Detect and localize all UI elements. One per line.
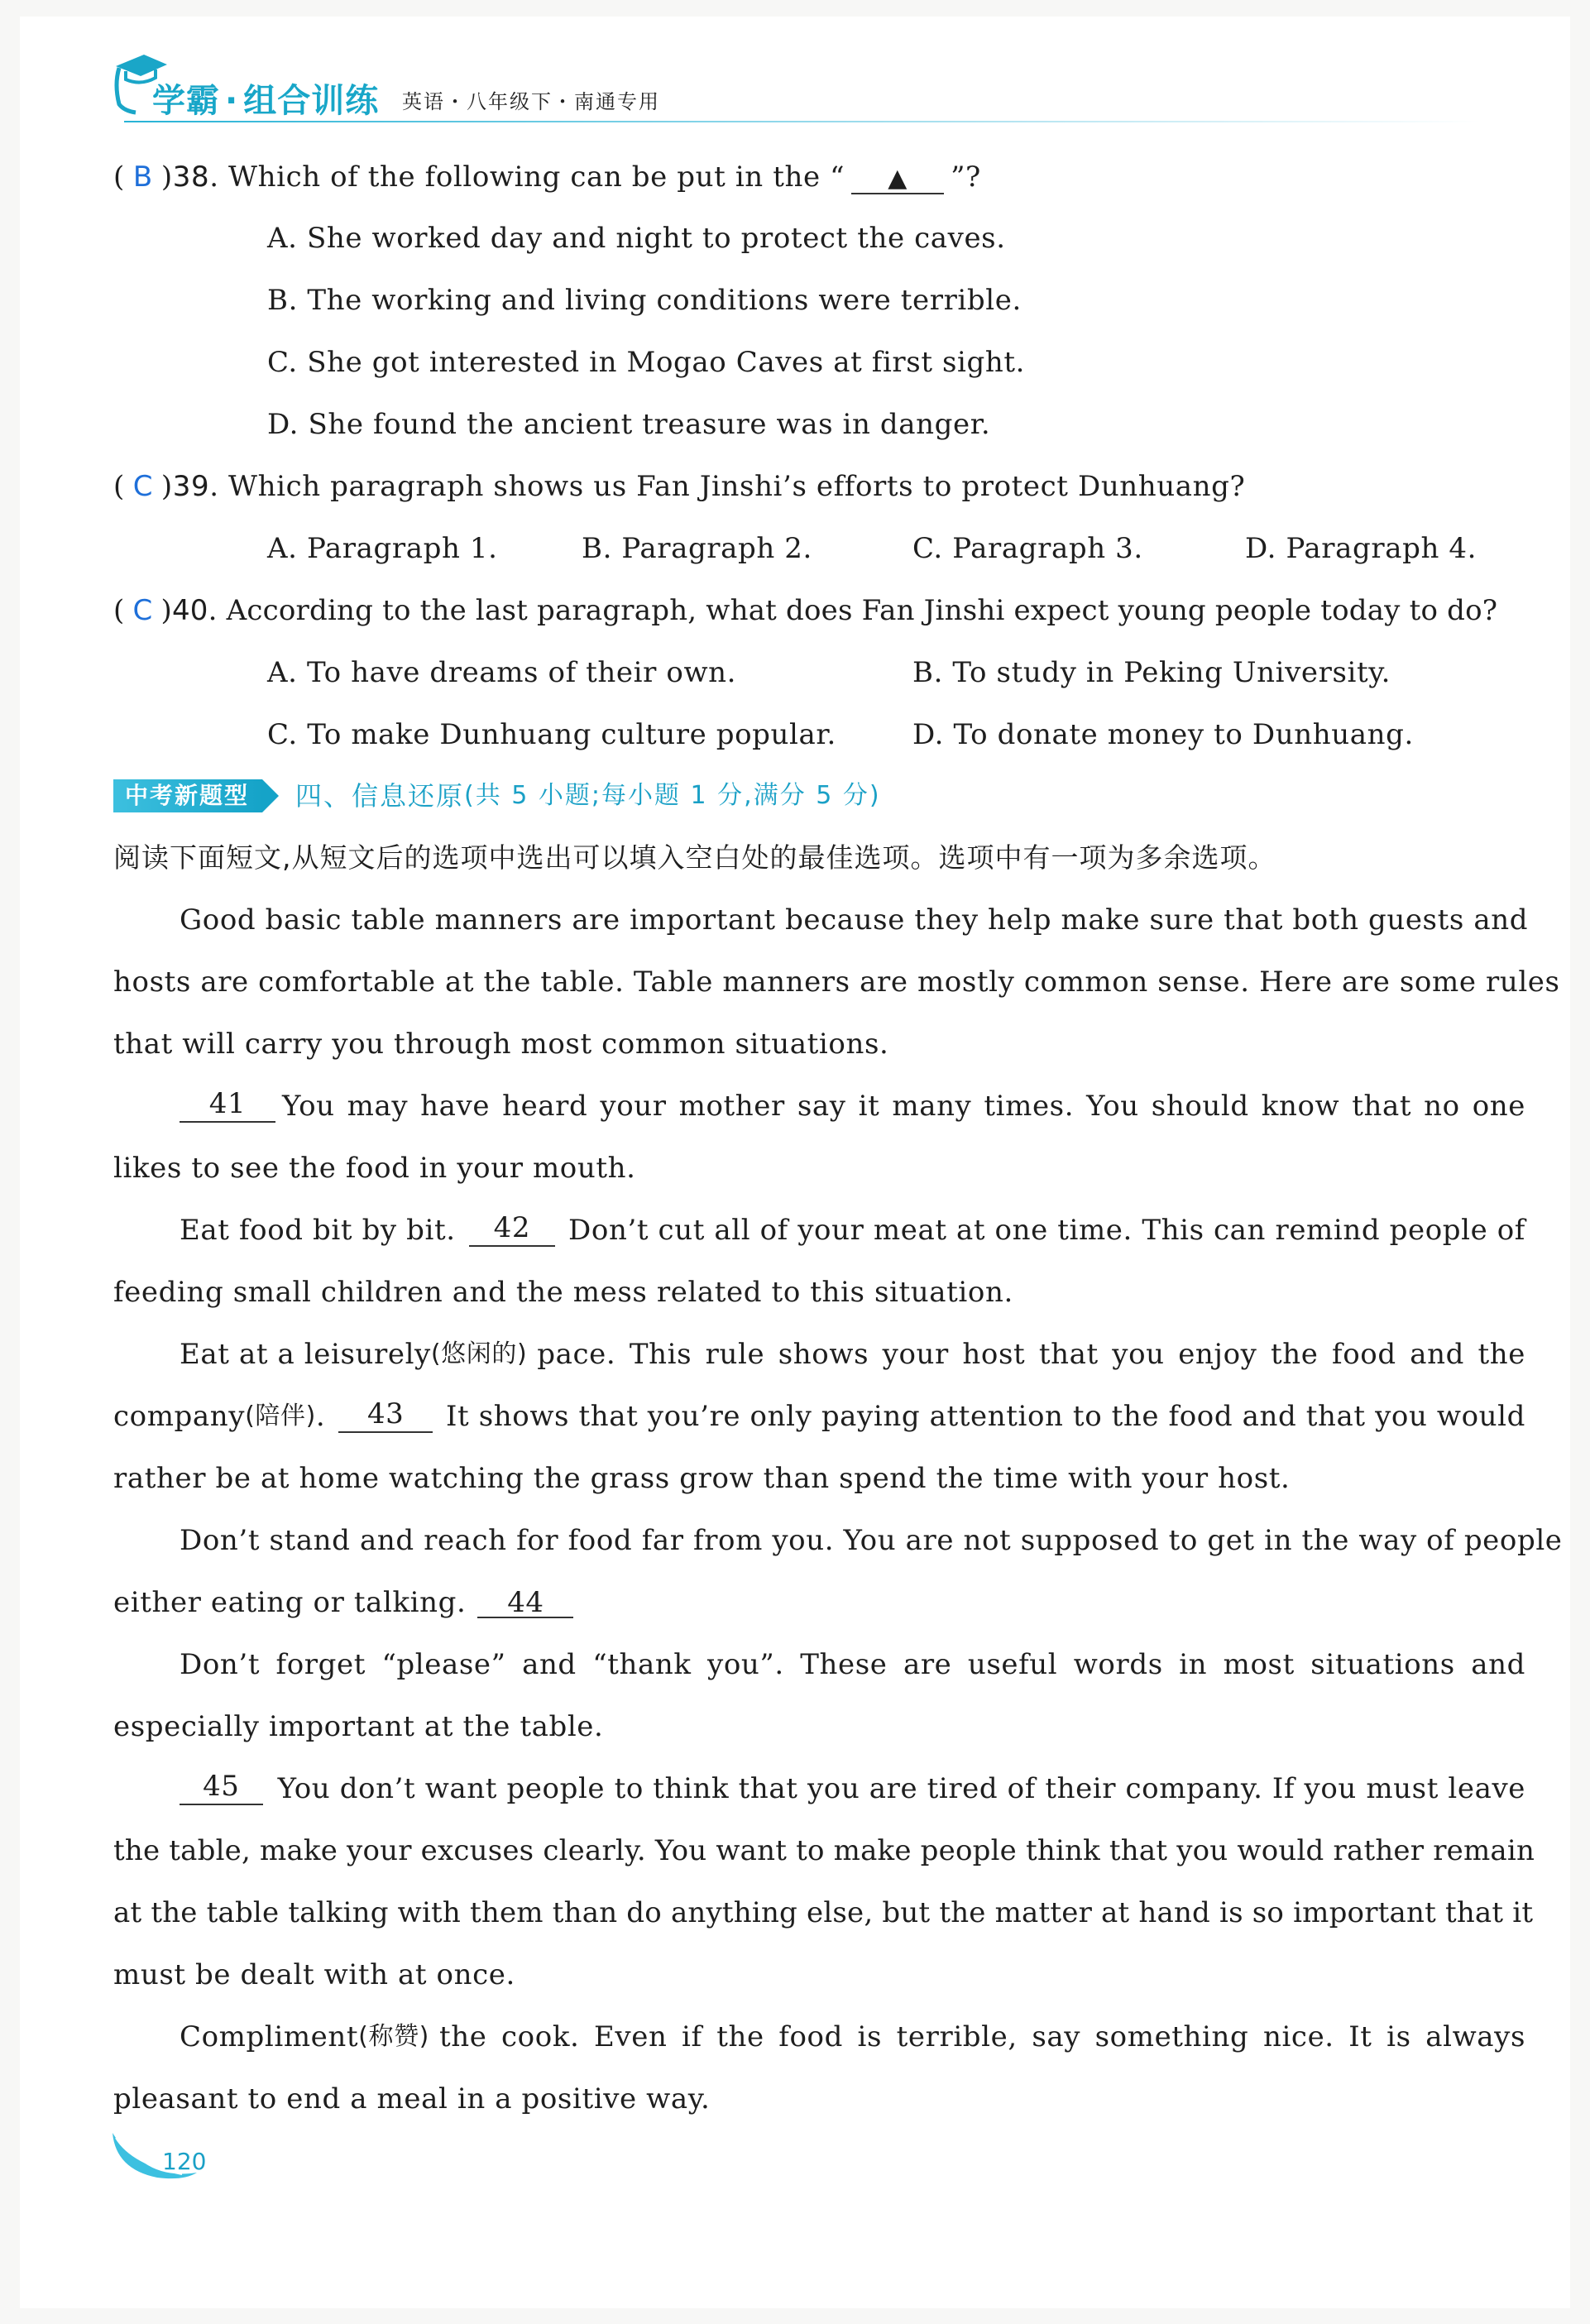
passage-line: hosts are comfortable at the table. Table manners are mostly common sense. Here are some rules [113,966,1560,999]
passage-line: that will carry you through most common situations. [113,1028,889,1061]
passage-text: Compliment [180,2020,359,2053]
passage-line: Don’t stand and reach for food far from you. You are not supposed to get in the way of people [180,1524,1563,1557]
passage-line [113,1338,1525,1371]
blank-42: 42 [469,1214,555,1247]
section-title: 四、信息还原 [295,780,465,812]
passage-line: feeding small children and the mess related to this situation. [113,1276,1013,1309]
question-text: Which paragraph shows us Fan Jinshi’s efforts to protect Dunhuang? [228,470,1246,503]
option: B. To study in Peking University. [912,656,1391,689]
passage-line [113,2020,1525,2053]
answer-40: C [132,594,153,627]
passage-text: either eating or talking. [113,1586,467,1619]
passage-line: at the table talking with them than do anything else, but the matter at hand is so important that it [113,1896,1534,1929]
passage-text: company [113,1400,246,1433]
passage-line-42 [113,1211,1525,1247]
chinese-gloss: (称赞) [358,2022,429,2051]
page-number: 120 [162,2148,207,2175]
option: D. Paragraph 4. [1245,532,1477,565]
passage-text: Don’t cut all of your meat at one time. This can remind people of [568,1214,1525,1247]
triangle-icon: ▲ [888,164,908,193]
book-subtitle: 英语・八年级下・南通专用 [402,90,660,113]
section-subtitle: (共 5 小题;每小题 1 分,满分 5 分) [464,781,881,810]
section-header [113,779,881,812]
passage-line: pleasant to end a meal in a positive way. [113,2082,711,2116]
passage-text: You don’t want people to think that you are tired of their company. If you must leave [277,1772,1525,1805]
passage-line: Don’t forget “please” and “thank you”. These are useful words in most situations and [180,1648,1525,1681]
option: C. To make Dunhuang culture popular. [267,718,836,751]
option: A. She worked day and night to protect the caves. [267,222,1006,255]
option: A. To have dreams of their own. [267,656,737,689]
blank-43: 43 [338,1400,433,1433]
question-text-end: ”? [951,161,981,194]
passage-text: Eat at a leisurely [180,1338,431,1371]
answer-blank [851,163,944,194]
passage-line-44 [113,1586,580,1619]
passage-line: especially important at the table. [113,1710,604,1743]
header-divider [124,121,1481,122]
question-39: ( C )39. Which paragraph shows us Fan Jinshi’s efforts to protect Dunhuang? [113,470,1246,503]
question-text: According to the last paragraph, what does Fan Jinshi expect young people today to do? [226,594,1498,627]
passage-line-45 [113,1772,1525,1805]
chinese-gloss: (悠闲的) [430,1339,528,1368]
question-number: 38 [172,161,210,194]
question-38: ( B )38. Which of the following can be put in the “ ▲ ”? [113,161,981,194]
section-tag: 中考新题型 [113,779,262,812]
brand-subtitle: 组合训练 [243,82,380,120]
answer-38: B [132,161,153,194]
blank-44: 44 [477,1588,573,1618]
passage-text: . [315,1400,326,1433]
passage-line: the table, make your excuses clearly. You want to make people think that you would rather remain [113,1834,1535,1867]
passage-line: likes to see the food in your mouth. [113,1152,636,1185]
option: B. The working and living conditions were terrible. [267,284,1022,317]
option: C. Paragraph 3. [912,532,1143,565]
question-40: ( C )40. According to the last paragraph, what does Fan Jinshi expect young people today to do? [113,594,1498,627]
blank-45: 45 [180,1772,263,1805]
passage-text: the cook. Even if the food is terrible, say something nice. It is always [438,2020,1525,2053]
page-header [111,51,1476,126]
passage-text: Eat food bit by bit. [180,1214,456,1247]
chinese-gloss: (陪伴) [245,1402,316,1430]
passage-text: It shows that you’re only paying attention to the food and that you would [446,1400,1525,1433]
passage-line: rather be at home watching the grass grow than spend the time with your host. [113,1462,1291,1495]
blank-41: 41 [180,1090,275,1123]
option: D. To donate money to Dunhuang. [912,718,1414,751]
brand-name: 学霸 [152,82,220,120]
question-number: 40 [171,594,208,627]
question-text: Which of the following can be put in the “ [228,161,845,194]
option: C. She got interested in Mogao Caves at first sight. [267,346,1026,379]
passage-line: Good basic table manners are important because they help make sure that both guests and [180,903,1529,937]
answer-39: C [132,470,154,503]
passage-line-41 [113,1087,1525,1123]
option: B. Paragraph 2. [582,532,812,565]
option: D. She found the ancient treasure was in danger. [267,408,991,441]
passage-line-43 [113,1397,1525,1433]
brand-title [152,74,379,122]
passage-text: pace. This rule shows your host that you enjoy the food and the [537,1338,1525,1371]
passage-text: You may have heard your mother say it many times. You should know that no one [282,1090,1525,1123]
passage-line: must be dealt with at once. [113,1958,515,1991]
instructions: 阅读下面短文,从短文后的选项中选出可以填入空白处的最佳选项。选项中有一项为多余选项。 [113,841,1276,874]
brand-separator: · [225,82,239,120]
question-number: 39 [172,470,210,503]
option: A. Paragraph 1. [267,532,498,565]
